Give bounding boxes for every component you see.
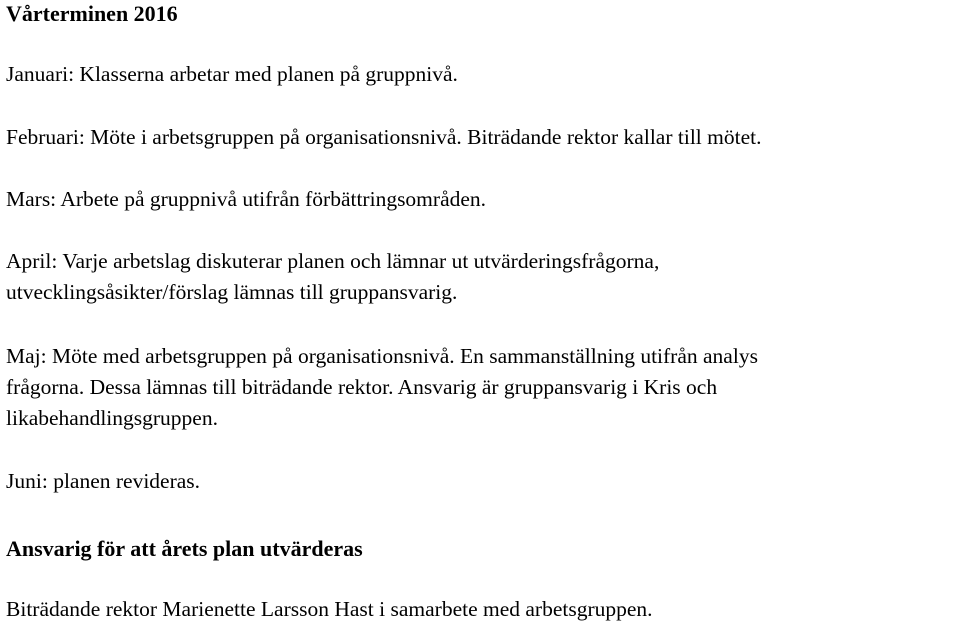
paragraph-june: Juni: planen revideras.	[6, 469, 201, 493]
paragraph-april-line: utvecklingsåsikter/förslag lämnas till gruppansvarig.	[6, 280, 458, 304]
paragraph-may-line: Maj: Möte med arbetsgruppen på organisationsnivå. En sammanställning utifrån analys	[6, 344, 758, 368]
paragraph-may-line: likabehandlingsgruppen.	[6, 406, 218, 430]
responsibility-heading: Ansvarig för att årets plan utvärderas	[6, 536, 363, 561]
paragraph-february: Februari: Möte i arbetsgruppen på organisationsnivå. Biträdande rektor kallar till mötet.	[6, 125, 762, 149]
paragraph-march: Mars: Arbete på gruppnivå utifrån förbättringsområden.	[6, 187, 487, 211]
responsibility-text: Biträdande rektor Marienette Larsson Hast i samarbete med arbetsgruppen.	[6, 597, 653, 621]
paragraph-may-line: frågorna. Dessa lämnas till biträdande rektor. Ansvarig är gruppansvarig i Kris och	[6, 375, 718, 399]
paragraph-may	[6, 341, 956, 434]
paragraph-april	[6, 246, 956, 308]
paragraph-april-line: April: Varje arbetslag diskuterar planen och lämnar ut utvärderingsfrågorna,	[6, 249, 660, 273]
page-title: Vårterminen 2016	[6, 1, 178, 26]
paragraph-january: Januari: Klasserna arbetar med planen på gruppnivå.	[6, 62, 458, 86]
